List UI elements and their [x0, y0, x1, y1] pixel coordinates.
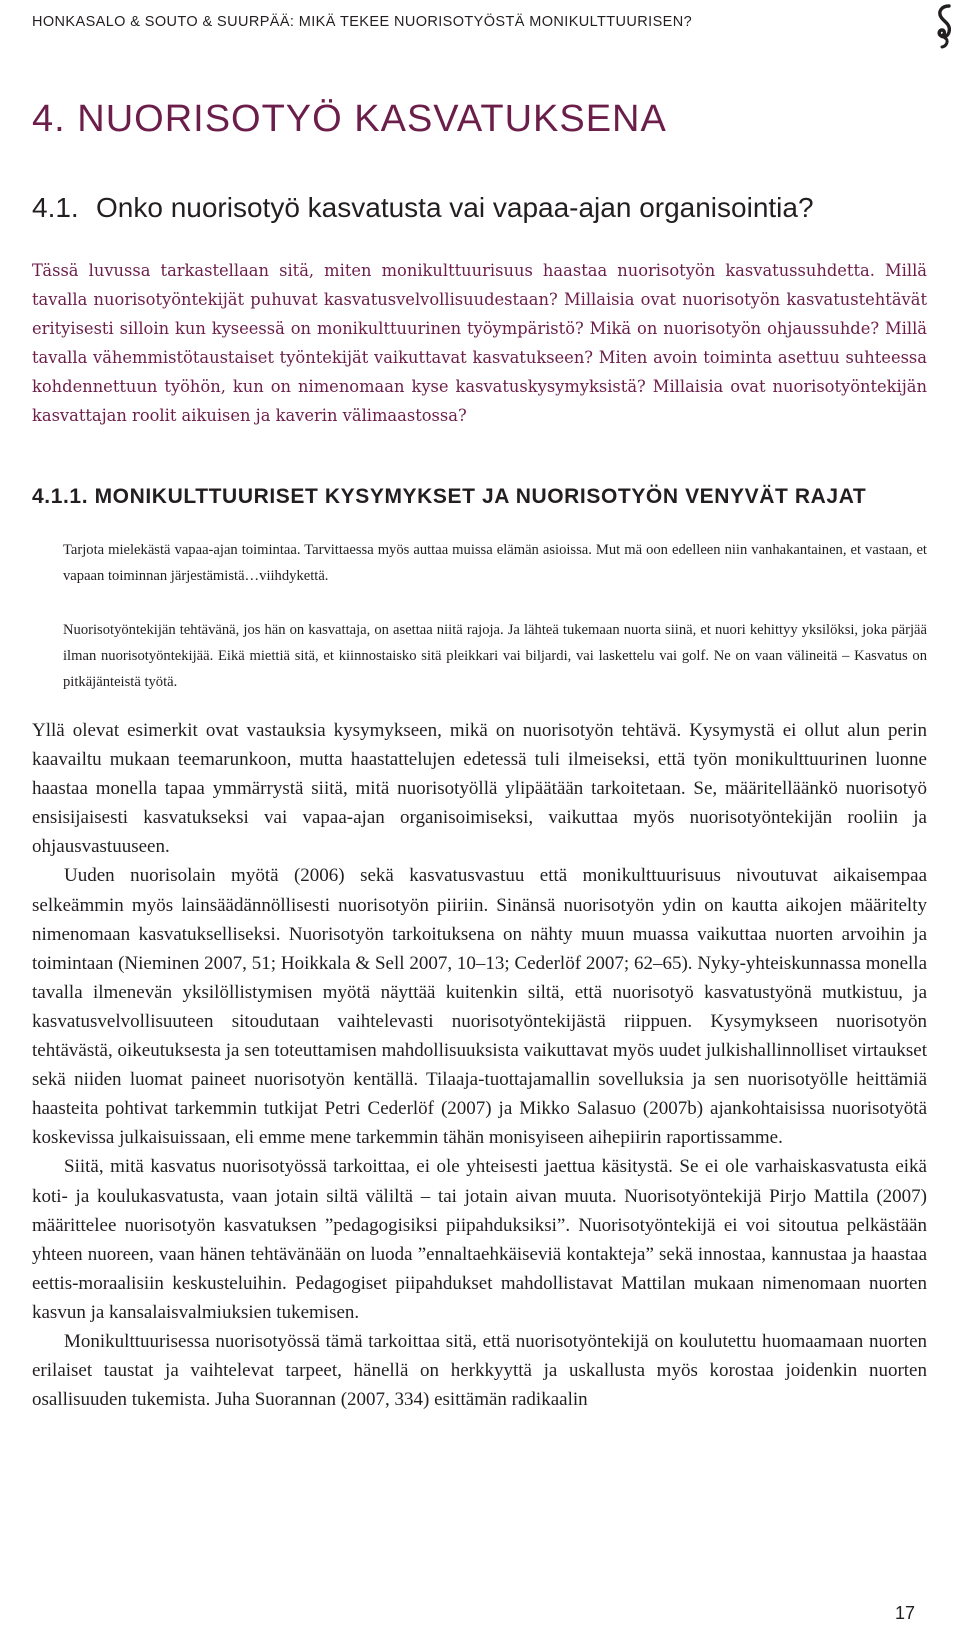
- interview-quote: Tarjota mielekästä vapaa-ajan toimintaa. Tarvittaessa myös auttaa muissa elämän asioissa. Mut mä oon edelleen niin vanhakantainen, et vastaan, et vapaan toiminnan järjestämistä…viihdykettä.: [63, 542, 927, 584]
- section-title-text: Onko nuorisotyö kasvatusta vai vapaa-ajan organisointia?: [96, 192, 814, 223]
- section-mark-logo-icon: [932, 2, 956, 50]
- body-text: [32, 716, 927, 1414]
- page-number: 17: [894, 1603, 915, 1623]
- body-paragraph: Uuden nuorisolain myötä (2006) sekä kasvatusvastuu että monikulttuurisuus nivoutuvat aikaisempaa selkeämmin myös lainsäädännöllisesti nuorisotyön piiriin. Sinänsä nuorisotyön ydin on kautta aikojen määritelty nimenomaan kasvatukselliseksi. Nuorisotyön tarkoituksena on nähty muun muassa vaikuttaa nuorten arvoihin ja toimintaan (Nieminen 2007, 51; Hoikkala & Sell 2007, 10–13; Cederlöf 2007; 62–65). Nyky-yhteiskunnassa monella tavalla ilmenevän yksilöllistymisen myötä näyttää kuitenkin siltä, että nuorisotyö kasvatustyönä mutkistuu, ja kasvatusvelvollisuuteen sitoudutaan vaihtelevasti nuorisotyöntekijästä riippuen. Kysymykseen nuorisotyön tehtävästä, oikeutuksesta ja sen toteuttamisen mahdollisuuksista vaikuttavat myös uudet julkishallinnolliset virtaukset sekä niiden luomat paineet nuorisotyön kentällä. Tilaaja-tuottajamallin sovelluksia ja sen nuorisotyölle heittämiä haasteita pohtivat tarkemmin tutkijat Petri Cederlöf (2007) ja Mikko Salasuo (2007b) ajankohtaisissa nuorisotyötä koskevissa julkaisuissaan, eli emme mene tarkemmin tähän monisyiseen aihepiirin raportissamme.: [32, 865, 927, 1149]
- chapter-title: 4. NUORISOTYÖ KASVATUKSENA: [32, 98, 667, 140]
- subsection-title: 4.1.1. MONIKULTTUURISET KYSYMYKSET JA NUORISOTYÖN VENYVÄT RAJAT: [32, 485, 867, 508]
- body-paragraph: Siitä, mitä kasvatus nuorisotyössä tarkoittaa, ei ole yhteisesti jaettua käsitystä. Se ei ole varhaiskasvatusta eikä koti- ja koulukasvatusta, vaan jotain siltä väliltä – tai jotain aivan muuta. Nuorisotyöntekijä Pirjo Mattila (2007) määrittelee nuorisotyön kasvatuksen ”pedagogisiksi piipahduksiksi”. Nuorisotyöntekijä ei voi sitoutua pelkästään yhteen nuoreen, vaan hänen tehtävänään on luoda ”ennaltaehkäiseviä kontakteja” sekä innostaa, kannustaa ja haastaa eettis-moraalisiin keskusteluihin. Pedagogiset piipahdukset mahdollistavat Mattilan mukaan nimenomaan nuorten kasvun ja kansalaisvalmiuksien tukemisen.: [32, 1156, 927, 1323]
- intro-paragraph: Tässä luvussa tarkastellaan sitä, miten monikulttuurisuus haastaa nuorisotyön kasvatussuhdetta. Millä tavalla nuorisotyöntekijät puhuvat kasvatusvelvollisuudestaan? Millaisia ovat nuorisotyön kasvatustehtävät erityisesti silloin kun kyseessä on monikulttuurinen työympäristö? Mikä on nuorisotyön ohjaussuhde? Millä tavalla vähemmistötaustaiset työntekijät vaikuttavat kasvatukseen? Miten avoin toiminta asettuu suhteessa kohdennettuun työhön, kun on nimenomaan kyse kasvatuskysymyksistä? Millaisia ovat nuorisotyöntekijän kasvattajan roolit aikuisen ja kaverin välimaastossa?: [32, 261, 927, 425]
- body-paragraph: Yllä olevat esimerkit ovat vastauksia kysymykseen, mikä on nuorisotyön tehtävä. Kysymystä ei ollut alun perin kaavailtu mukaan teemarunkoon, mutta haastattelujen edetessä tuli ilmeiseksi, että työn monikulttuurinen luonne haastaa monella tapaa ymmärrystä siitä, mitä nuorisotyöllä ylipäätään tarkoitetaan. Se, määritelläänkö nuorisotyö ensisijaisesti kasvatukseksi vai vapaa-ajan organisoimiseksi, vaikuttaa myös nuorisotyöntekijän rooliin ja ohjausvastuuseen.: [32, 720, 927, 858]
- section-title: [32, 190, 814, 226]
- body-paragraph: Monikulttuurisessa nuorisotyössä tämä tarkoittaa sitä, että nuorisotyöntekijä on koulutettu huomaamaan nuorten erilaiset taustat ja vaihtelevat tarpeet, hänellä on herkkyyttä ja uskallusta myös korostaa joidenkin nuorten osallisuuden tukemista. Juha Suorannan (2007, 334) esittämän radikaalin: [32, 1330, 927, 1411]
- running-header: HONKASALO & SOUTO & SUURPÄÄ: MIKÄ TEKEE NUORISOTYÖSTÄ MONIKULTTUURISEN?: [32, 14, 693, 30]
- interview-quote: Nuorisotyöntekijän tehtävänä, jos hän on kasvattaja, on asettaa niitä rajoja. Ja lähteä tukemaan nuorta siinä, et nuori kehittyy yksilöksi, joka pärjää ilman nuorisotyöntekijää. Eikä miettiä sitä, et kiinnostaisko sitä pleikkari vai biljardi, vai laskettelu vai golf. Ne on vaan välineitä – Kasvatus on pitkäjänteistä työtä.: [63, 622, 927, 690]
- section-number: 4.1.: [32, 192, 79, 223]
